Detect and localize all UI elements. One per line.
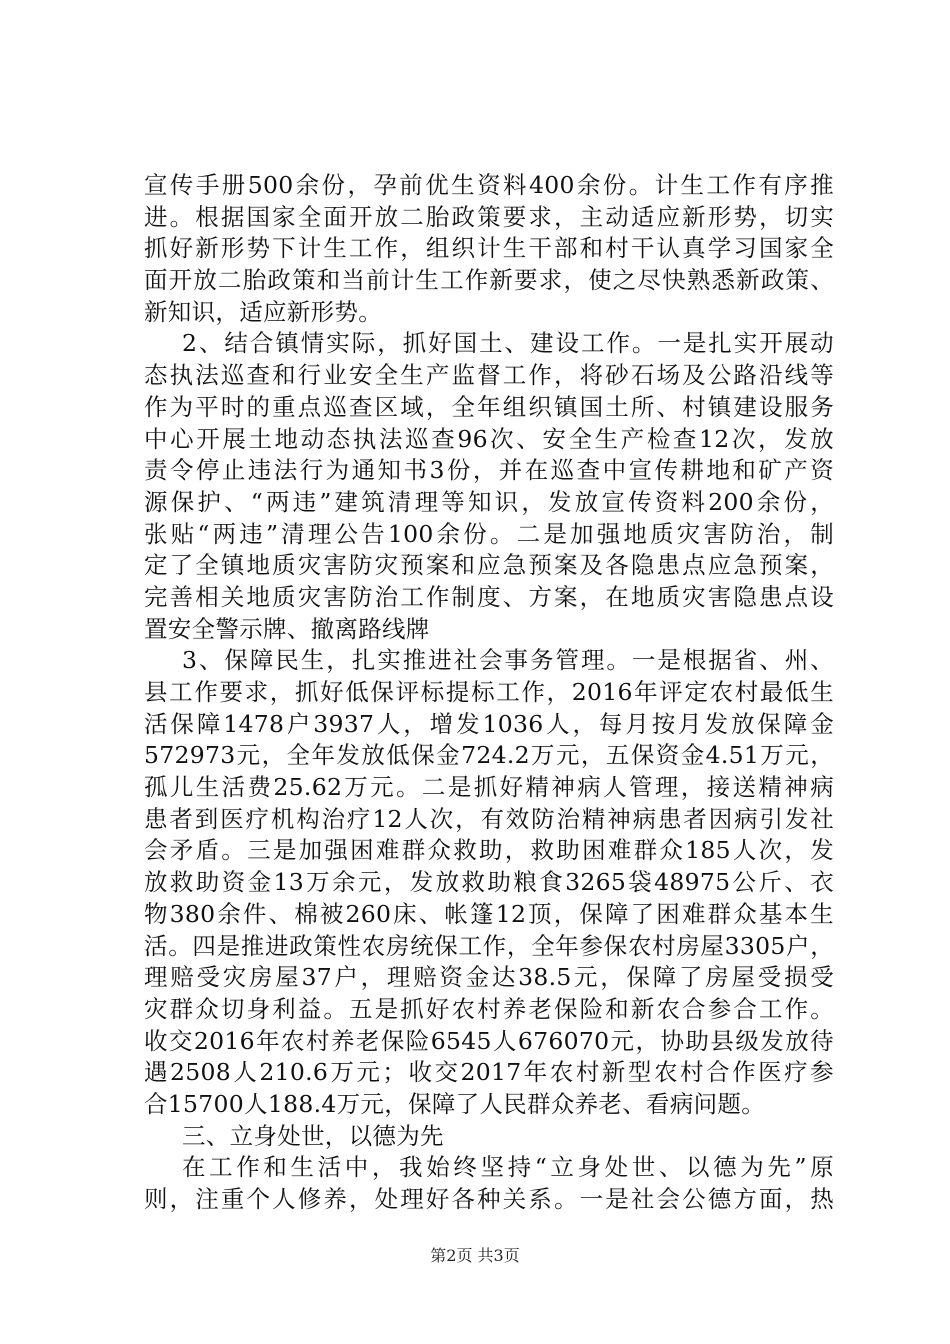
text-line: 县工作要求，抓好低保评标提标工作，2016年评定农村最低生 xyxy=(144,678,834,706)
text-line: 态执法巡查和行业安全生产监督工作，将砂石场及公路沿线等 xyxy=(144,361,834,390)
text-line: 置安全警示牌、撤离路线牌 xyxy=(144,614,430,643)
text-line: 面开放二胎政策和当前计生工作新要求，使之尽快熟悉新政策、 xyxy=(144,266,834,295)
text-line: 责令停止违法行为通知书3份，并在巡查中宣传耕地和矿产资 xyxy=(144,456,834,485)
text-line: 张贴“两违”清理公告100余份。二是加强地质灾害防治，制 xyxy=(144,519,834,548)
text-line: 孤儿生活费25.62万元。二是抓好精神病人管理，接送精神病 xyxy=(144,773,834,802)
text-line: 源保护、“两违”建筑清理等知识，发放宣传资料200余份， xyxy=(144,487,834,516)
text-line: 新知识，适应新形势。 xyxy=(144,297,382,326)
text-line: 收交2016年农村养老保险6545人676070元，协助县级发放待 xyxy=(144,1026,834,1055)
text-line: 会矛盾。三是加强困难群众救助，救助困难群众185人次，发 xyxy=(144,836,834,865)
text-line: 2、结合镇情实际，抓好国土、建设工作。一是扎实开展动 xyxy=(182,329,834,358)
text-line: 宣传手册500余份，孕前优生资料400余份。计生工作有序推 xyxy=(144,171,834,199)
text-line: 遇2508人210.6万元；收交2017年农村新型农村合作医疗参 xyxy=(144,1058,834,1087)
text-line: 活保障1478户3937人，增发1036人，每月按月发放保障金 xyxy=(144,709,834,738)
text-line: 定了全镇地质灾害防灾预案和应急预案及各隐患点应急预案， xyxy=(144,551,834,580)
text-line: 抓好新形势下计生工作，组织计生干部和村干认真学习国家全 xyxy=(144,234,834,263)
text-line: 中心开展土地动态执法巡查96次、安全生产检查12次，发放 xyxy=(144,424,834,453)
text-line: 物380余件、棉被260床、帐篷12顶，保障了困难群众基本生 xyxy=(144,899,834,928)
document-body xyxy=(144,170,834,1216)
text-line: 572973元，全年发放低保金724.2万元，五保资金4.51万元， xyxy=(144,741,834,770)
text-line: 在工作和生活中，我始终坚持“立身处世、以德为先”原 xyxy=(182,1153,834,1182)
text-line: 理赔受灾房屋37户，理赔资金达38.5元，保障了房屋受损受 xyxy=(144,963,834,992)
text-line: 3、保障民生，扎实推进社会事务管理。一是根据省、州、 xyxy=(182,646,834,675)
text-line: 患者到医疗机构治疗12人次，有效防治精神病患者因病引发社 xyxy=(144,804,834,833)
text-line: 三、立身处世，以德为先 xyxy=(182,1121,444,1150)
text-line: 灾群众切身利益。五是抓好农村养老保险和新农合参合工作。 xyxy=(144,994,834,1023)
text-line: 放救助资金13万余元，发放救助粮食3265袋48975公斤、衣 xyxy=(144,868,834,897)
text-line: 作为平时的重点巡查区域，全年组织镇国土所、村镇建设服务 xyxy=(144,392,834,421)
text-line: 活。四是推进政策性农房统保工作，全年参保农村房屋3305户， xyxy=(144,931,834,960)
text-line: 则，注重个人修养，处理好各种关系。一是社会公德方面，热 xyxy=(144,1185,834,1213)
text-line: 进。根据国家全面开放二胎政策要求，主动适应新形势，切实 xyxy=(144,202,834,231)
text-line: 完善相关地质灾害防治工作制度、方案，在地质灾害隐患点设 xyxy=(144,582,834,611)
text-line: 合15700人188.4万元，保障了人民群众养老、看病问题。 xyxy=(144,1089,766,1118)
page-footer: 第2页 共3页 xyxy=(430,1246,520,1265)
